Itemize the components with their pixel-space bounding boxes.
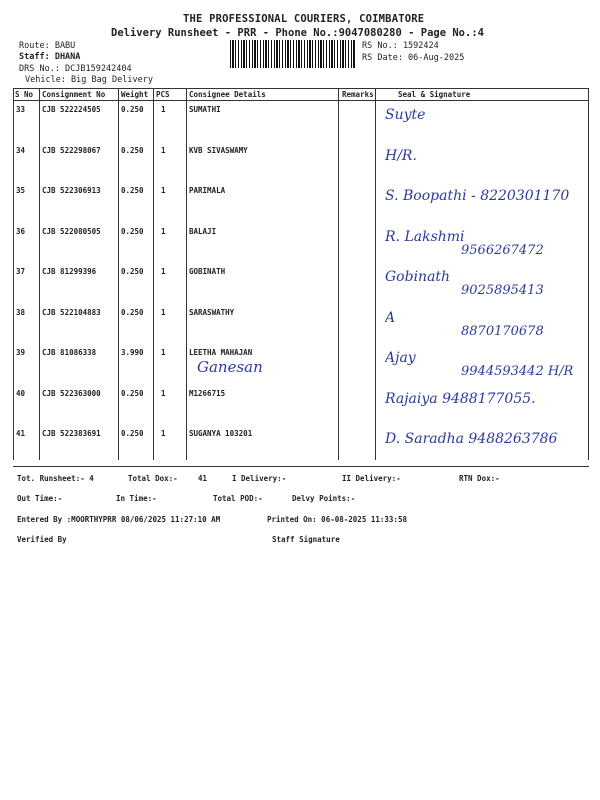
staff-label: Staff: DHANA [19,52,81,62]
col-header-pcs: PCS [156,90,170,99]
row-consignee: GOBINATH [189,267,226,276]
row-signature: Ajay [385,350,416,366]
table-row [13,304,589,345]
col-header-sno: S No [15,90,34,99]
row-signature: Rajaiya 9488177055. [385,390,536,407]
drs-number: DRS No.: DCJB159242404 [19,64,132,74]
row-signature: Gobinath [385,269,451,285]
barcode-image [230,40,356,68]
row-consignment: CJB 81086338 [42,348,97,357]
company-title: THE PROFESSIONAL COURIERS, COIMBATORE [183,13,425,25]
row-consignment: CJB 522383691 [42,429,101,438]
row-signature: R. Lakshmi [385,228,465,245]
tot-runsheet: Tot. Runsheet:- 4 [17,474,94,483]
entered-by: Entered By :MOORTHYPRR 08/06/2025 11:27:10 AM [17,515,221,524]
rs-number: RS No.: 1592424 [362,41,439,51]
row-weight: 0.250 [121,226,144,236]
row-pcs: 1 [161,105,166,114]
row-signature-extra: 9025895413 [461,283,544,298]
row-sno: 33 [16,105,26,114]
row-signature: H/R. [385,147,417,164]
row-sno: 34 [16,145,26,155]
row-consignee: M1266715 [189,388,226,398]
row-sno: 35 [16,186,26,195]
ii-delivery-label: II Delivery:- [342,474,401,483]
table-row [13,101,589,142]
row-consignee: LEETHA MAHAJAN [189,348,253,357]
row-consignment: CJB 522224505 [42,105,101,114]
total-dox-label: Total Dox:- [128,474,178,483]
row-sno: 37 [16,267,26,276]
row-consignment: CJB 522306913 [42,186,101,195]
row-weight: 0.250 [121,267,144,276]
row-pcs: 1 [161,388,166,398]
row-signature-extra: 8870170678 [461,323,544,339]
row-consignee: SARASWATHY [189,307,235,317]
row-consignment: CJB 522298067 [42,145,101,155]
row-signature: D. Saradha 9488263786 [385,431,558,447]
table-row [13,344,589,385]
runsheet-subtitle: Delivery Runsheet - PRR - Phone No.:9047080280 - Page No.:4 [111,27,484,39]
table-row [13,263,589,304]
col-header-weight: Weight [121,90,149,99]
row-consignee-note: Ganesan [197,358,263,376]
row-sno: 40 [16,388,26,398]
row-consignee: PARIMALA [189,186,226,195]
table-row [13,223,589,264]
row-consignee: BALAJI [189,226,217,236]
row-pcs: 1 [161,348,166,357]
row-weight: 0.250 [121,307,144,317]
row-pcs: 1 [161,145,166,155]
row-signature: A [385,309,396,326]
row-consignment: CJB 522080505 [42,226,101,236]
row-sno: 38 [16,307,26,317]
row-pcs: 1 [161,186,166,195]
col-header-consignment: Consignment No [42,90,106,99]
row-weight: 0.250 [121,388,144,398]
total-dox-value: 41 [198,474,208,483]
row-pcs: 1 [161,429,166,438]
row-weight: 0.250 [121,145,144,155]
table-row [13,182,589,223]
table-top-border [13,88,589,89]
row-consignee: SUGANYA 103201 [189,429,253,438]
col-header-signature: Seal & Signature [398,90,471,99]
out-time-label: Out Time:- [17,494,63,503]
delvy-points-label: Delvy Points:- [292,494,356,503]
in-time-label: In Time:- [116,494,157,503]
row-consignment: CJB 522363000 [42,388,101,398]
row-weight: 3.990 [121,348,144,357]
table-row [13,425,589,466]
total-pod-label: Total POD:- [213,494,263,503]
row-sno: 41 [16,429,26,438]
row-consignment: CJB 522104883 [42,307,101,317]
row-signature: Suyte [385,107,426,123]
row-consignee: KVB SIVASWAMY [189,145,248,155]
verified-by: Verified By [17,535,67,544]
row-consignment: CJB 81299396 [42,267,97,276]
table-bottom-border [13,466,589,467]
col-header-remarks: Remarks [342,90,374,99]
row-weight: 0.250 [121,186,144,195]
rtn-dox-label: RTN Dox:- [459,474,500,483]
row-signature-extra: 9944593442 H/R [461,364,574,379]
table-row [13,142,589,183]
printed-on: Printed On: 06-08-2025 11:33:58 [267,515,407,524]
i-delivery-label: I Delivery:- [232,474,287,483]
staff-signature: Staff Signature [272,535,340,544]
row-sno: 39 [16,348,26,357]
row-pcs: 1 [161,267,166,276]
row-signature: S. Boopathi - 8220301170 [385,188,570,204]
rs-date: RS Date: 06-Aug-2025 [362,53,465,63]
vehicle-label: Vehicle: Big Bag Delivery [25,75,153,85]
row-pcs: 1 [161,226,166,236]
row-weight: 0.250 [121,429,144,438]
row-weight: 0.250 [121,105,144,114]
row-signature-extra: 9566267472 [461,242,544,258]
row-consignee: SUMATHI [189,105,221,114]
row-pcs: 1 [161,307,166,317]
col-header-consignee: Consignee Details [189,90,266,99]
row-sno: 36 [16,226,26,236]
table-row [13,385,589,426]
route-label: Route: BABU [19,41,76,51]
runsheet-table [13,88,589,460]
